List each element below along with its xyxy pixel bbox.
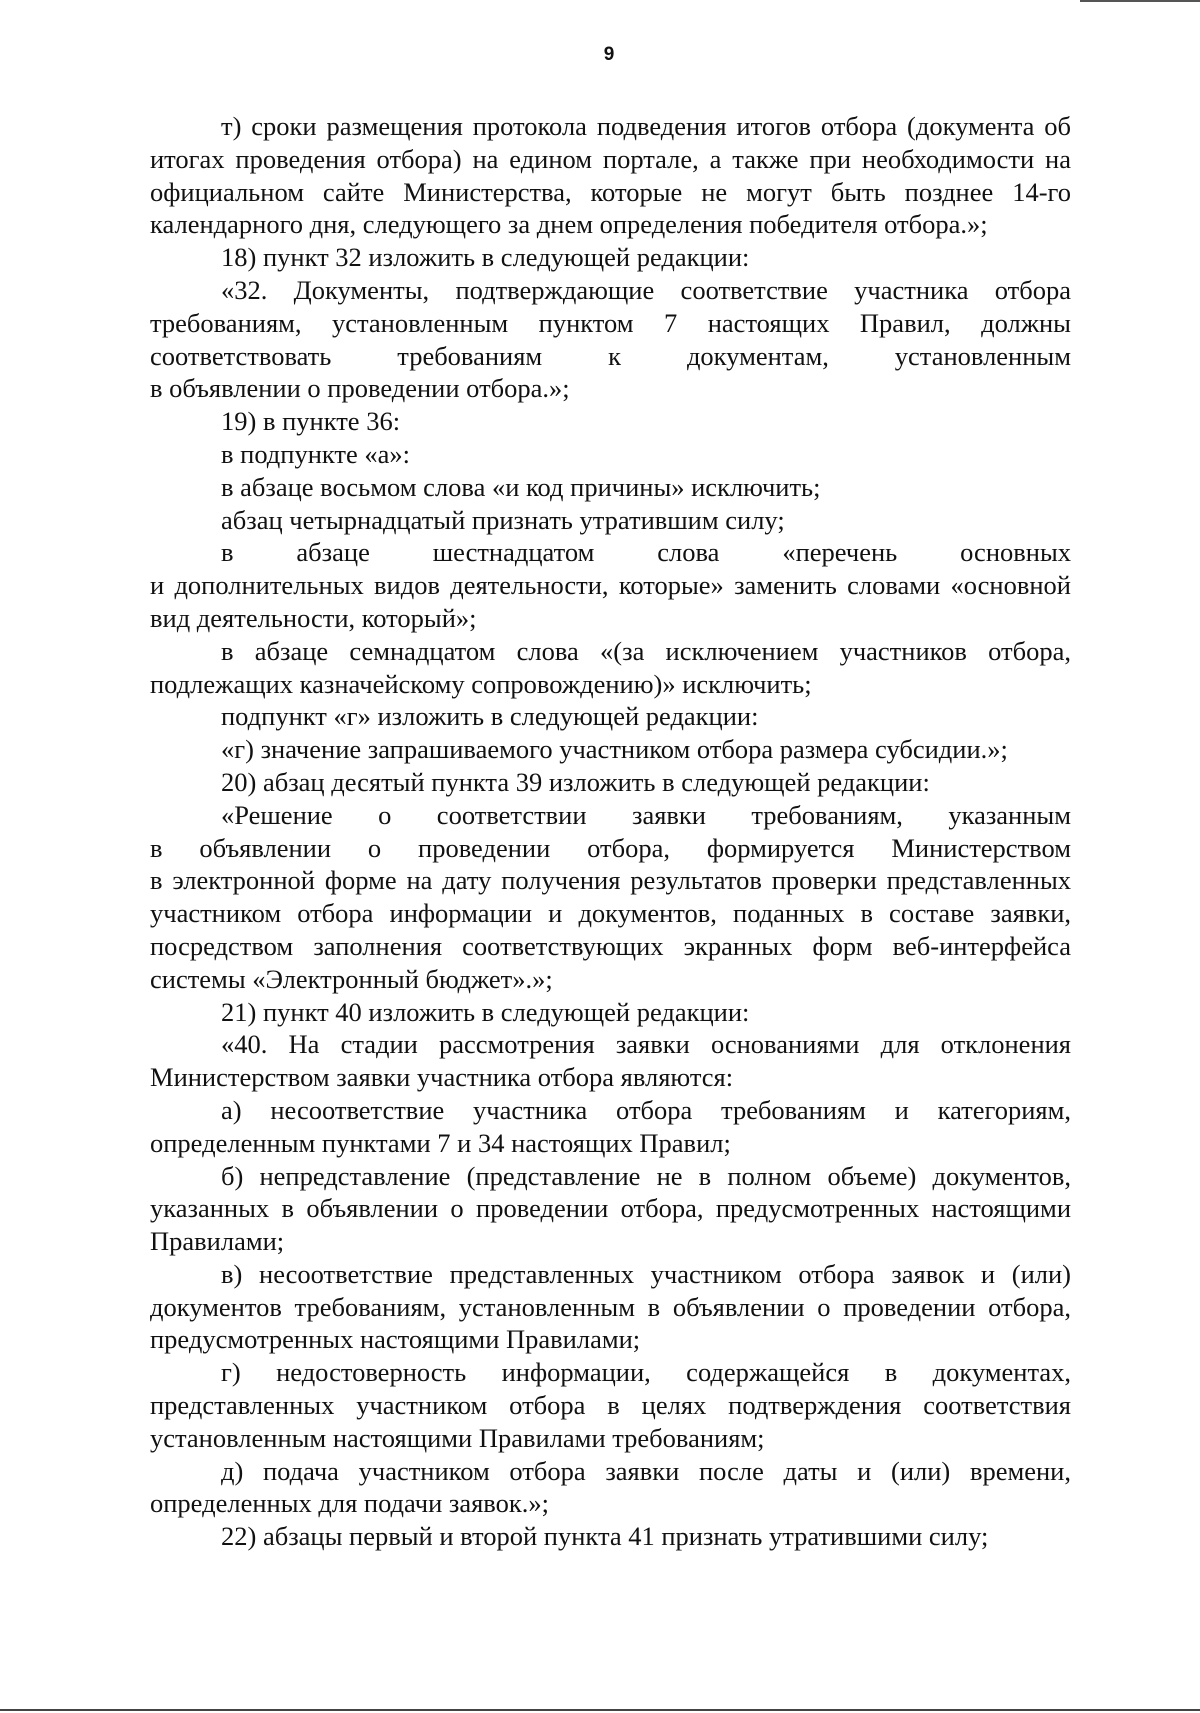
paragraph-point-40-g: г) недостоверность информации, содержащейся в документах, представленных участником отбора в целях подтверждения соответствия установленным настоящими Правилами требованиям;: [150, 1357, 1071, 1453]
paragraph-abzac-8: в абзаце восьмом слова «и код причины» исключить;: [221, 471, 821, 502]
paragraph-point-40: «40. На стадии рассмотрения заявки основаниями для отклонения Министерством заявки участника отбора являются:: [150, 1029, 1071, 1093]
paragraph-subitem-a: в подпункте «а»:: [221, 438, 411, 469]
paragraph-abzac-17: в абзаце семнадцатом слова «(за исключением участников отбора, подлежащих казначейскому сопровождению)» исключить;: [150, 635, 1071, 699]
paragraph-point-40-a: а) несоответствие участника отбора требованиям и категориям, определенным пунктами 7 и 34 настоящих Правил;: [150, 1094, 1071, 1158]
scan-edge-top: [1080, 0, 1200, 2]
paragraph-item-19: 19) в пункте 36:: [221, 406, 401, 437]
paragraph-t: т) сроки размещения протокола подведения итогов отбора (документа об итогах проведения отбора) на едином портале, а также при необходимости на официальном сайте Министерства, которые не могут быть позднее 14-го календарного дня, следующего за днем определения победителя отбора.»;: [150, 111, 1071, 240]
paragraph-abzac-16-end: и дополнительных видов деятельности, которые» заменить словами «основной вид деятельности, который»;: [150, 570, 1071, 633]
paragraph-point-40-d: д) подача участником отбора заявки после даты и (или) времени, определенных для подачи заявок.»;: [150, 1455, 1071, 1519]
paragraph-abzac-16: в абзаце шестнадцатом слова «перечень основных: [221, 537, 1071, 568]
paragraph-abzac-14: абзац четырнадцатый признать утратившим силу;: [221, 504, 785, 535]
paragraph-subitem-g: подпункт «г» изложить в следующей редакции:: [221, 701, 759, 732]
paragraph-point-40-b: б) непредставление (представление не в полном объеме) документов, указанных в объявлении о проведении отбора, предусмотренных настоящими Правилами;: [150, 1160, 1071, 1257]
paragraph-point-32-end: в объявлении о проведении отбора.»;: [150, 373, 570, 404]
paragraph-decision-mid: в объявлении о проведении отбора, формируется Министерством: [150, 832, 1071, 863]
paragraph-point-32: «32. Документы, подтверждающие соответствие участника отбора требованиям, установленным пунктом 7 настоящих Правил, должны соответствовать требованиям к документам, установленным: [150, 274, 1071, 371]
paragraph-item-20: 20) абзац десятый пункта 39 изложить в следующей редакции:: [221, 766, 930, 797]
paragraph-point-40-v: в) несоответствие представленных участником отбора заявок и (или) документов требованиям, установленным в объявлении о проведении отбора, предусмотренных настоящими Правилами;: [150, 1258, 1071, 1355]
paragraph-item-22: 22) абзацы первый и второй пункта 41 признать утратившими силу;: [221, 1521, 989, 1552]
paragraph-subitem-g-text: «г) значение запрашиваемого участником отбора размера субсидии.»;: [221, 734, 1008, 765]
paragraph-decision-start: «Решение о соответствии заявки требованиям, указанным: [221, 799, 1071, 830]
scan-edge-bottom: [0, 1709, 1200, 1711]
page-number: 9: [603, 44, 615, 65]
paragraph-item-21: 21) пункт 40 изложить в следующей редакции:: [221, 996, 750, 1027]
paragraph-decision-end: в электронной форме на дату получения результатов проверки представленных участником отбора информации и документов, поданных в составе заявки, посредством заполнения соответствующих экранных форм веб-интерфейса системы «Электронный бюджет».»;: [150, 865, 1071, 994]
paragraph-item-18: 18) пункт 32 изложить в следующей редакции:: [221, 242, 750, 273]
document-body: [150, 110, 1071, 1553]
